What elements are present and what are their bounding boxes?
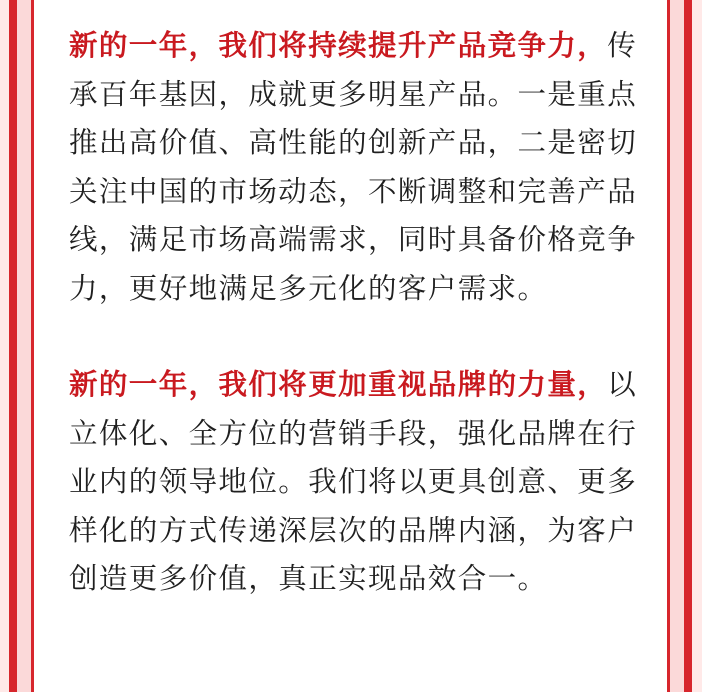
paragraph-lead-highlight: 新的一年，我们将持续提升产品竞争力，	[69, 29, 608, 62]
paragraph-lead-highlight: 新的一年，我们将更加重视品牌的力量，	[69, 368, 608, 401]
right-border-red-stripe	[684, 0, 692, 692]
paragraph-brand	[69, 361, 644, 604]
left-border-inner-line	[31, 0, 34, 692]
paragraph-body-text: 传承百年基因，成就更多明星产品。一是重点推出高价值、高性能的创新产品，二是密切关注中国的市场动态，不断调整和完善产品线，满足市场高端需求，同时具备价格竞争力，更好地满足多元化的客户需求。	[69, 29, 638, 305]
article-content	[69, 22, 644, 604]
left-border-red-stripe	[9, 0, 17, 692]
right-border-pink-stripe	[670, 0, 684, 692]
paragraph-body-text: 以立体化、全方位的营销手段，强化品牌在行业内的领导地位。我们将以更具创意、更多样化的方式传递深层次的品牌内涵，为客户创造更多价值，真正实现品效合一。	[69, 368, 638, 595]
left-border-pink-stripe	[17, 0, 31, 692]
right-border-outer	[692, 0, 702, 692]
paragraph-product	[69, 22, 644, 313]
left-border-outer	[0, 0, 9, 692]
